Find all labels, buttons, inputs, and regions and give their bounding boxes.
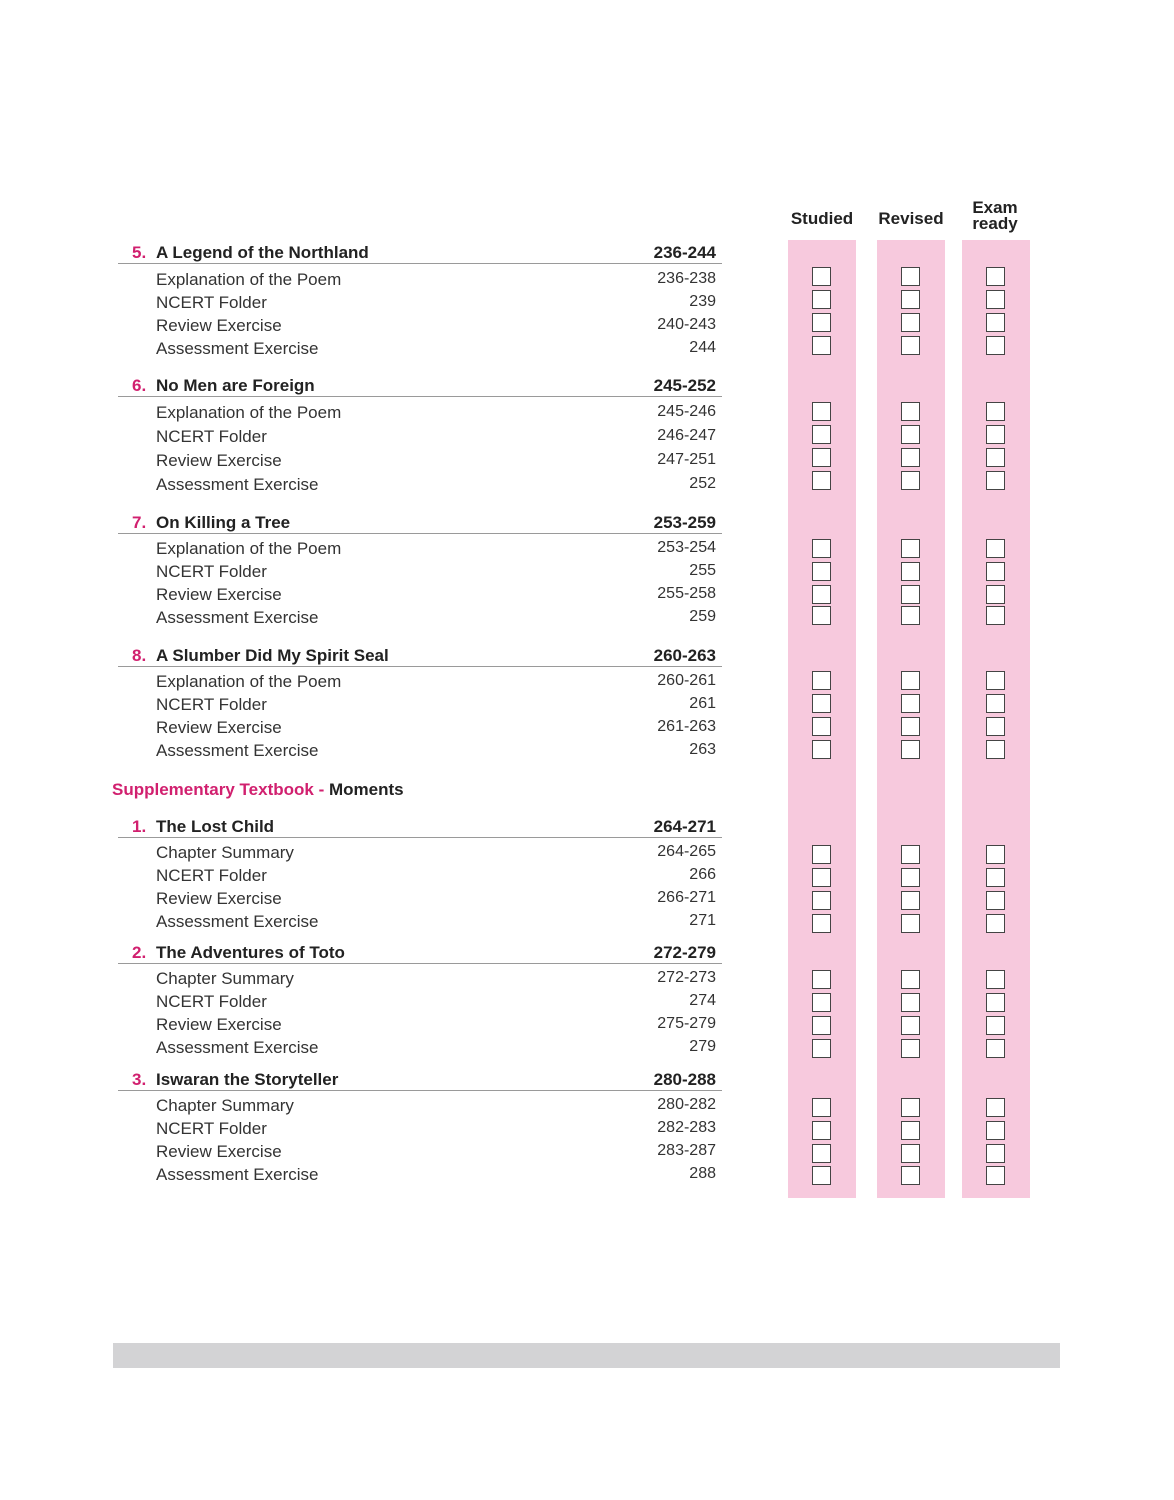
topic-label: Assessment Exercise xyxy=(156,608,319,627)
topic-label: Assessment Exercise xyxy=(156,741,319,760)
revised-checkbox[interactable] xyxy=(901,845,920,864)
topic-label: Explanation of the Poem xyxy=(156,539,342,558)
chapter-title: No Men are Foreign xyxy=(156,376,315,395)
studied-checkbox[interactable] xyxy=(812,740,831,759)
topic-pages: 261-263 xyxy=(657,718,716,735)
topic-pages: 266-271 xyxy=(657,889,716,906)
revised-checkbox[interactable] xyxy=(901,539,920,558)
topic-pages: 252 xyxy=(689,475,716,492)
revised-checkbox[interactable] xyxy=(901,336,920,355)
chapter-number: 5. xyxy=(132,243,147,262)
topic-pages: 255 xyxy=(689,562,716,579)
topic-pages: 240-243 xyxy=(657,316,716,333)
revised-checkbox[interactable] xyxy=(901,606,920,625)
exam-ready-checkbox[interactable] xyxy=(986,539,1005,558)
topic-pages: 271 xyxy=(689,912,716,929)
topic-label: Review Exercise xyxy=(156,1142,282,1161)
supplementary-separator: - xyxy=(318,780,325,799)
studied-checkbox[interactable] xyxy=(812,402,831,421)
studied-checkbox[interactable] xyxy=(812,868,831,887)
topic-row xyxy=(118,1015,722,1037)
topic-pages: 280-282 xyxy=(657,1096,716,1113)
studied-checkbox[interactable] xyxy=(812,336,831,355)
revised-checkbox[interactable] xyxy=(901,471,920,490)
topic-row xyxy=(118,1096,722,1118)
topic-row xyxy=(118,585,722,607)
revised-checkbox[interactable] xyxy=(901,562,920,581)
studied-column-header: Studied xyxy=(790,209,854,228)
topic-label: Assessment Exercise xyxy=(156,1038,319,1057)
revised-checkbox[interactable] xyxy=(901,1098,920,1117)
chapter-heading xyxy=(118,941,722,964)
topic-label: NCERT Folder xyxy=(156,1119,267,1138)
exam-ready-checkbox[interactable] xyxy=(986,868,1005,887)
chapter-title: On Killing a Tree xyxy=(156,513,291,532)
topic-pages: 274 xyxy=(689,992,716,1009)
topic-pages: 282-283 xyxy=(657,1119,716,1136)
topic-label: Assessment Exercise xyxy=(156,339,319,358)
topic-label: NCERT Folder xyxy=(156,992,267,1011)
exam-ready-checkbox[interactable] xyxy=(986,1144,1005,1163)
chapter-pages: 245-252 xyxy=(653,376,716,395)
revised-checkbox[interactable] xyxy=(901,914,920,933)
revised-checkbox[interactable] xyxy=(901,993,920,1012)
chapter-pages: 264-271 xyxy=(653,817,716,836)
chapter-title: The Lost Child xyxy=(156,817,275,836)
topic-row xyxy=(118,316,722,338)
exam-ready-checkbox[interactable] xyxy=(986,313,1005,332)
exam-ready-checkbox[interactable] xyxy=(986,606,1005,625)
topic-pages: 272-273 xyxy=(657,969,716,986)
topic-pages: 283-287 xyxy=(657,1142,716,1159)
topic-pages: 246-247 xyxy=(657,427,716,444)
exam-ready-checkbox[interactable] xyxy=(986,1121,1005,1140)
chapter-pages: 280-288 xyxy=(653,1070,716,1089)
topic-pages: 279 xyxy=(689,1038,716,1055)
exam-ready-checkbox[interactable] xyxy=(986,671,1005,690)
exam-ready-line1: Exam xyxy=(972,198,1018,217)
topic-row xyxy=(118,270,722,292)
studied-checkbox[interactable] xyxy=(812,1016,831,1035)
topic-pages: 261 xyxy=(689,695,716,712)
revised-checkbox[interactable] xyxy=(901,402,920,421)
chapter-pages: 236-244 xyxy=(653,243,716,262)
exam-ready-checkbox[interactable] xyxy=(986,1166,1005,1185)
exam-ready-column-header xyxy=(950,200,1040,232)
studied-checkbox[interactable] xyxy=(812,585,831,604)
revised-checkbox[interactable] xyxy=(901,1121,920,1140)
topic-pages: 245-246 xyxy=(657,403,716,420)
topic-row xyxy=(118,293,722,315)
chapter-number: 2. xyxy=(132,943,147,962)
studied-checkbox[interactable] xyxy=(812,914,831,933)
chapter-number: 3. xyxy=(132,1070,147,1089)
chapter-title: A Slumber Did My Spirit Seal xyxy=(156,646,389,665)
topic-label: NCERT Folder xyxy=(156,293,267,312)
topic-pages: 263 xyxy=(689,741,716,758)
chapter-title: A Legend of the Northland xyxy=(156,243,369,262)
topic-row xyxy=(118,451,722,473)
revised-checkbox[interactable] xyxy=(901,1144,920,1163)
chapter-pages: 272-279 xyxy=(653,943,716,962)
topic-row xyxy=(118,475,722,497)
topic-row xyxy=(118,695,722,717)
studied-checkbox[interactable] xyxy=(812,313,831,332)
topic-label: NCERT Folder xyxy=(156,866,267,885)
studied-checkbox[interactable] xyxy=(812,562,831,581)
exam-ready-checkbox[interactable] xyxy=(986,891,1005,910)
exam-ready-checkbox[interactable] xyxy=(986,845,1005,864)
exam-ready-checkbox[interactable] xyxy=(986,717,1005,736)
studied-checkbox[interactable] xyxy=(812,717,831,736)
chapter-block xyxy=(118,1068,722,1184)
topic-label: Chapter Summary xyxy=(156,1096,294,1115)
topic-row xyxy=(118,1119,722,1141)
supplementary-heading xyxy=(112,780,404,800)
topic-row xyxy=(118,427,722,449)
chapter-title: The Adventures of Toto xyxy=(156,943,345,962)
chapter-block xyxy=(118,241,722,358)
topic-label: Assessment Exercise xyxy=(156,1165,319,1184)
exam-ready-checkbox[interactable] xyxy=(986,336,1005,355)
revised-checkbox[interactable] xyxy=(901,585,920,604)
studied-checkbox[interactable] xyxy=(812,1166,831,1185)
exam-ready-checkbox[interactable] xyxy=(986,914,1005,933)
studied-checkbox[interactable] xyxy=(812,1121,831,1140)
revised-checkbox[interactable] xyxy=(901,717,920,736)
studied-checkbox[interactable] xyxy=(812,448,831,467)
revised-column-header: Revised xyxy=(878,209,944,228)
topic-pages: 288 xyxy=(689,1165,716,1182)
topic-row xyxy=(118,718,722,740)
topic-row xyxy=(118,1038,722,1060)
topic-row xyxy=(118,403,722,425)
studied-checkbox[interactable] xyxy=(812,539,831,558)
topic-row xyxy=(118,1142,722,1164)
topic-row xyxy=(118,889,722,911)
topic-pages: 236-238 xyxy=(657,270,716,287)
topic-label: Assessment Exercise xyxy=(156,475,319,494)
chapter-heading xyxy=(118,511,722,534)
topic-label: Explanation of the Poem xyxy=(156,672,342,691)
chapter-heading xyxy=(118,644,722,667)
revised-checkbox[interactable] xyxy=(901,740,920,759)
topic-label: Explanation of the Poem xyxy=(156,403,342,422)
studied-checkbox[interactable] xyxy=(812,970,831,989)
exam-ready-checkbox[interactable] xyxy=(986,1039,1005,1058)
topic-label: Review Exercise xyxy=(156,451,282,470)
revised-checkbox[interactable] xyxy=(901,891,920,910)
exam-ready-checkbox[interactable] xyxy=(986,740,1005,759)
chapter-heading xyxy=(118,374,722,397)
revised-checkbox[interactable] xyxy=(901,448,920,467)
chapter-pages: 260-263 xyxy=(653,646,716,665)
topic-pages: 247-251 xyxy=(657,451,716,468)
topic-pages: 239 xyxy=(689,293,716,310)
chapter-number: 1. xyxy=(132,817,147,836)
chapter-block xyxy=(118,815,722,931)
topic-label: Chapter Summary xyxy=(156,843,294,862)
exam-ready-checkbox[interactable] xyxy=(986,448,1005,467)
topic-pages: 253-254 xyxy=(657,539,716,556)
studied-checkbox[interactable] xyxy=(812,1039,831,1058)
topic-label: Review Exercise xyxy=(156,889,282,908)
topic-label: Review Exercise xyxy=(156,585,282,604)
chapter-block xyxy=(118,511,722,627)
chapter-pages: 253-259 xyxy=(653,513,716,532)
exam-ready-checkbox[interactable] xyxy=(986,562,1005,581)
chapter-block xyxy=(118,941,722,1057)
topic-row xyxy=(118,992,722,1014)
exam-ready-checkbox[interactable] xyxy=(986,290,1005,309)
studied-checkbox[interactable] xyxy=(812,290,831,309)
topic-row xyxy=(118,866,722,888)
topic-pages: 264-265 xyxy=(657,843,716,860)
revised-checkbox[interactable] xyxy=(901,425,920,444)
exam-ready-checkbox[interactable] xyxy=(986,471,1005,490)
supplementary-label: Supplementary Textbook xyxy=(112,780,314,799)
exam-ready-checkbox[interactable] xyxy=(986,970,1005,989)
exam-ready-checkbox[interactable] xyxy=(986,694,1005,713)
topic-pages: 259 xyxy=(689,608,716,625)
topic-row xyxy=(118,843,722,865)
topic-row xyxy=(118,912,722,934)
topic-row xyxy=(118,608,722,630)
topic-label: Review Exercise xyxy=(156,718,282,737)
topic-pages: 275-279 xyxy=(657,1015,716,1032)
topic-label: Assessment Exercise xyxy=(156,912,319,931)
topic-pages: 244 xyxy=(689,339,716,356)
revised-checkbox[interactable] xyxy=(901,671,920,690)
exam-ready-checkbox[interactable] xyxy=(986,585,1005,604)
topic-pages: 255-258 xyxy=(657,585,716,602)
topic-label: NCERT Folder xyxy=(156,427,267,446)
studied-checkbox[interactable] xyxy=(812,267,831,286)
studied-checkbox[interactable] xyxy=(812,425,831,444)
studied-checkbox[interactable] xyxy=(812,891,831,910)
revised-checkbox[interactable] xyxy=(901,1039,920,1058)
chapter-heading xyxy=(118,241,722,264)
studied-checkbox[interactable] xyxy=(812,993,831,1012)
studied-checkbox[interactable] xyxy=(812,694,831,713)
topic-row xyxy=(118,672,722,694)
topic-pages: 266 xyxy=(689,866,716,883)
topic-label: Explanation of the Poem xyxy=(156,270,342,289)
revised-checkbox[interactable] xyxy=(901,313,920,332)
topic-label: Review Exercise xyxy=(156,1015,282,1034)
chapter-block xyxy=(118,644,722,760)
topic-label: Review Exercise xyxy=(156,316,282,335)
exam-ready-checkbox[interactable] xyxy=(986,993,1005,1012)
revised-checkbox[interactable] xyxy=(901,868,920,887)
studied-checkbox[interactable] xyxy=(812,606,831,625)
topic-row xyxy=(118,339,722,361)
chapter-number: 7. xyxy=(132,513,147,532)
topic-label: Chapter Summary xyxy=(156,969,294,988)
chapter-number: 8. xyxy=(132,646,147,665)
exam-ready-checkbox[interactable] xyxy=(986,1016,1005,1035)
topic-row xyxy=(118,562,722,584)
exam-ready-checkbox[interactable] xyxy=(986,267,1005,286)
topic-row xyxy=(118,741,722,763)
topic-row xyxy=(118,1165,722,1187)
supplementary-book: Moments xyxy=(328,780,404,799)
revised-checkbox[interactable] xyxy=(901,694,920,713)
footer-bar xyxy=(113,1343,1060,1368)
topic-label: NCERT Folder xyxy=(156,562,267,581)
chapter-number: 6. xyxy=(132,376,147,395)
studied-checkbox[interactable] xyxy=(812,1098,831,1117)
chapter-title: Iswaran the Storyteller xyxy=(156,1070,339,1089)
exam-ready-checkbox[interactable] xyxy=(986,425,1005,444)
revised-checkbox[interactable] xyxy=(901,970,920,989)
revised-checkbox[interactable] xyxy=(901,1016,920,1035)
studied-checkbox[interactable] xyxy=(812,671,831,690)
studied-checkbox[interactable] xyxy=(812,1144,831,1163)
chapter-heading xyxy=(118,1068,722,1091)
topic-row xyxy=(118,539,722,561)
topic-pages: 260-261 xyxy=(657,672,716,689)
exam-ready-checkbox[interactable] xyxy=(986,402,1005,421)
exam-ready-checkbox[interactable] xyxy=(986,1098,1005,1117)
studied-checkbox[interactable] xyxy=(812,845,831,864)
chapter-block xyxy=(118,374,722,494)
studied-checkbox[interactable] xyxy=(812,471,831,490)
chapter-heading xyxy=(118,815,722,838)
revised-checkbox[interactable] xyxy=(901,267,920,286)
revised-checkbox[interactable] xyxy=(901,290,920,309)
revised-checkbox[interactable] xyxy=(901,1166,920,1185)
topic-label: NCERT Folder xyxy=(156,695,267,714)
topic-row xyxy=(118,969,722,991)
exam-ready-line2: ready xyxy=(972,214,1018,233)
